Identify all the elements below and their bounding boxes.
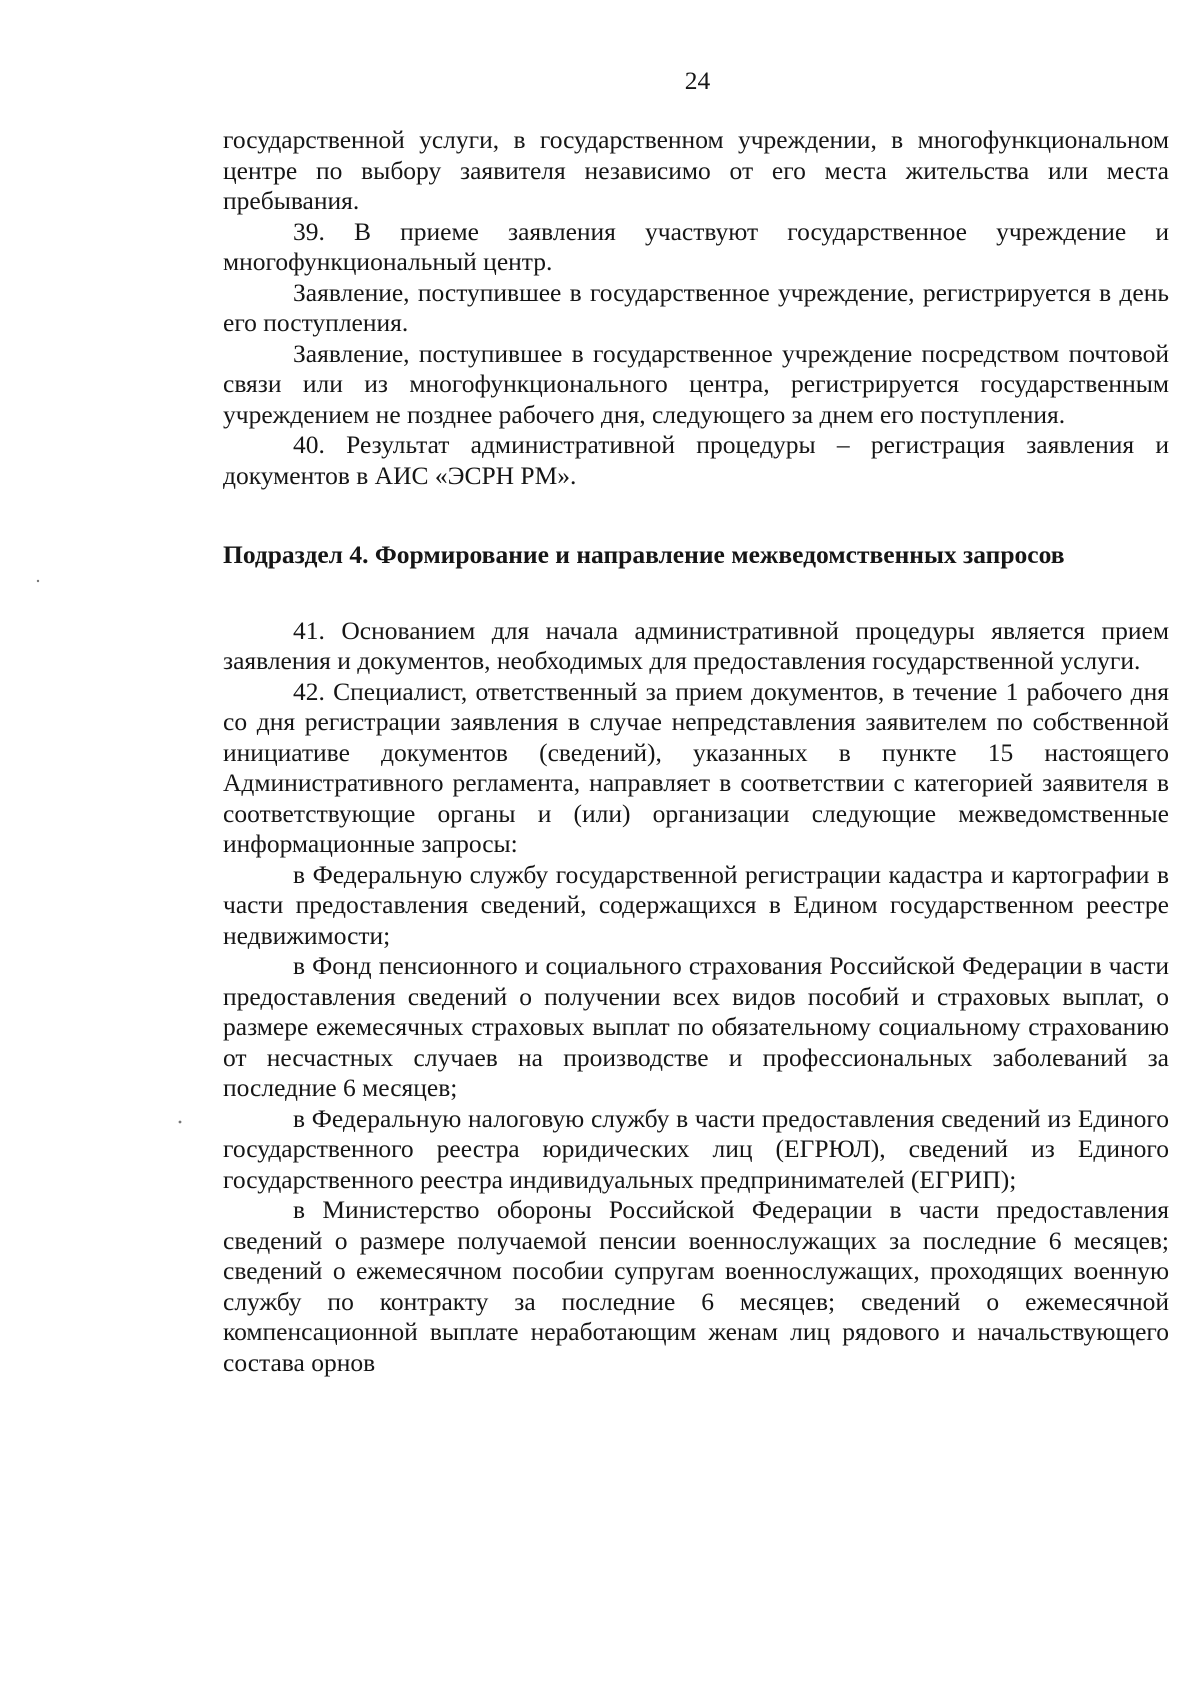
scan-speck <box>37 580 39 582</box>
paragraph-40: 40. Результат административной процедуры – регистрация заявления и документов в АИС «ЭСРН РМ». <box>223 430 1169 490</box>
request-social-fund: в Фонд пенсионного и социального страхования Российской Федерации в части предоставления сведений о получении всех видов пособий и страховых выплат, о размере ежемесячных страховых выплат по обязательному социальному страхованию от несчастных случаев на производстве и профессиональных заболеваний за последние 6 месяцев; <box>223 951 1169 1102</box>
request-defense-ministry: в Министерство обороны Российской Федерации в части предоставления сведений о размере получаемой пенсии военнослужащих за последние 6 месяцев; сведений о ежемесячном пособии супругам военнослужащих, проходящих военную службу по контракту за последние 6 месяцев; сведений о ежемесячной компенсационной выплате неработающим женам лиц рядового и начальствующего состава орнов <box>223 1195 1169 1377</box>
request-rosreestr: в Федеральную службу государственной регистрации кадастра и картографии в части предоставления сведений, содержащихся в Едином государственном реестре недвижимости; <box>223 859 1169 950</box>
page-number: 24 <box>684 66 711 95</box>
scan-speck <box>179 1121 182 1124</box>
paragraph-42: 42. Специалист, ответственный за прием документов, в течение 1 рабочего дня со дня регистрации заявления в случае непредставления заявителем по собственной инициативе документов (сведений), указанных в пункте 15 настоящего Административного регламента, направляет в соответствии с категорией заявителя в соответствующие органы и (или) организации следующие межведомственные информационные запросы: <box>223 676 1169 858</box>
document-body <box>223 125 1169 1378</box>
paragraph-postal-registration: Заявление, поступившее в государственное учреждение посредством почтовой связи или из многофункционального центра, регистрируется государственным учреждением не позднее рабочего дня, следующего за днем его поступления. <box>223 338 1169 429</box>
paragraph-41: 41. Основанием для начала административной процедуры является прием заявления и документов, необходимых для предоставления государственной услуги. <box>223 615 1169 675</box>
paragraph-39: 39. В приеме заявления участвуют государственное учреждение и многофункциональный центр. <box>223 216 1169 276</box>
subsection-heading: Подраздел 4. Формирование и направление межведомственных запросов <box>223 540 1065 569</box>
request-tax-service: в Федеральную налоговую службу в части предоставления сведений из Единого государственного реестра юридических лиц (ЕГРЮЛ), сведений из Единого государственного реестра индивидуальных предпринимателей (ЕГРИП); <box>223 1103 1169 1194</box>
paragraph-registration: Заявление, поступившее в государственное учреждение, регистрируется в день его поступления. <box>223 277 1169 337</box>
paragraph-continuation: государственной услуги, в государственном учреждении, в многофункциональном центре по выбору заявителя независимо от его места жительства или места пребывания. <box>223 125 1169 215</box>
